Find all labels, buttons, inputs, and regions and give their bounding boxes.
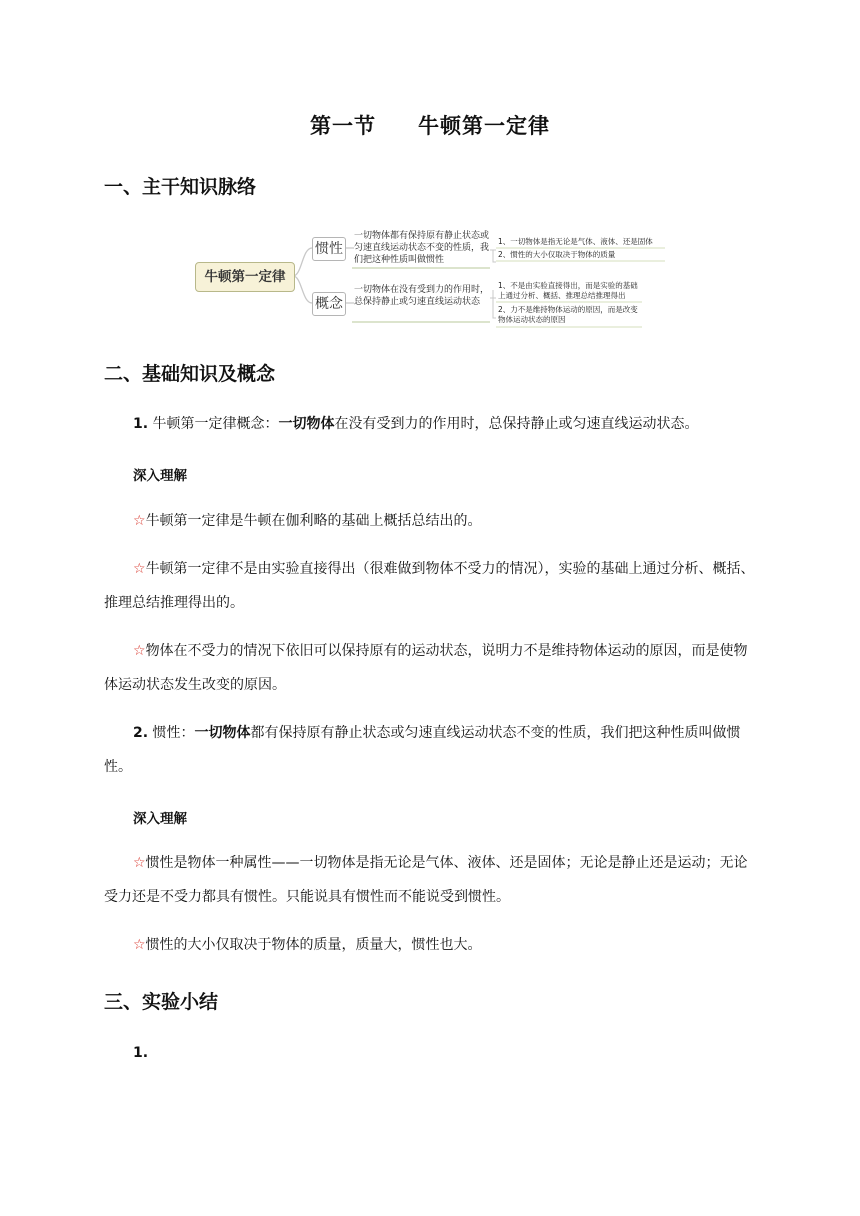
star-point-5: ☆惯性的大小仅取决于物体的质量，质量大，惯性也大。 bbox=[133, 937, 482, 953]
item1-paragraph bbox=[104, 407, 758, 441]
knowledge-mindmap bbox=[190, 226, 670, 330]
item2-paragraph bbox=[104, 716, 758, 784]
item1-bold: 一切物体 bbox=[278, 416, 335, 432]
section3-heading: 三、实验小结 bbox=[104, 991, 219, 1013]
mindmap-node-concept: 概念 bbox=[312, 292, 346, 316]
item1-number: 1. bbox=[133, 416, 149, 432]
star-point-3: ☆物体在不受力的情况下依旧可以保持原有的运动状态，说明力不是维持物体运动的原因，而是使物体运动状态发生改变的原因。 bbox=[104, 643, 748, 693]
item2-number: 2. bbox=[133, 725, 149, 741]
item1-rest: 在没有受到力的作用时，总保持静止或匀速直线运动状态。 bbox=[334, 416, 699, 432]
title-topic: 牛顿第一定律 bbox=[418, 114, 550, 138]
deep-understanding-1: 深入理解 bbox=[133, 468, 187, 484]
section2-heading: 二、基础知识及概念 bbox=[104, 363, 276, 385]
section1-heading: 一、主干知识脉络 bbox=[104, 176, 257, 198]
section3-item1: 1. bbox=[133, 1045, 149, 1061]
item2-bold: 一切物体 bbox=[194, 725, 251, 741]
star-icon: ☆ bbox=[133, 513, 146, 529]
mindmap-root: 牛顿第一定律 bbox=[195, 262, 295, 292]
mindmap-leaf-2-1: 1、不是由实验直接得出，而是实验的基础上通过分析、概括、推理总结推理得出 bbox=[498, 281, 638, 300]
star-point-4: ☆惯性是物体一种属性——一切物体是指无论是气体、液体、还是固体；无论是静止还是运动；无论受力还是不受力都具有惯性。只能说具有惯性而不能说受到惯性。 bbox=[104, 855, 748, 905]
mindmap-leaf-2-2: 2、力不是维持物体运动的原因，而是改变物体运动状态的原因 bbox=[498, 305, 638, 324]
mindmap-leaf-1-2: 2、惯性的大小仅取决于物体的质量 bbox=[498, 250, 616, 259]
mindmap-leaf-1-1: 1、一切物体是指无论是气体、液体、还是固体 bbox=[498, 237, 653, 246]
item1-prefix: 牛顿第一定律概念： bbox=[152, 416, 279, 432]
deep-understanding-2: 深入理解 bbox=[133, 811, 187, 827]
page-title bbox=[0, 110, 860, 140]
mindmap-concept-text: 一切物体在没有受到力的作用时，总保持静止或匀速直线运动状态 bbox=[354, 285, 490, 307]
star-icon: ☆ bbox=[133, 643, 146, 659]
title-section: 第一节 bbox=[310, 114, 376, 138]
star-point-2: ☆牛顿第一定律不是由实验直接得出（很难做到物体不受力的情况），实验的基础上通过分析、概括、推理总结推理得出的。 bbox=[104, 561, 755, 611]
star-icon: ☆ bbox=[133, 937, 146, 953]
mindmap-inertia-text: 一切物体都有保持原有静止状态或匀速直线运动状态不变的性质，我们把这种性质叫做惯性 bbox=[354, 231, 490, 265]
item2-prefix: 惯性： bbox=[152, 725, 195, 741]
star-icon: ☆ bbox=[133, 855, 146, 871]
star-point-1: ☆牛顿第一定律是牛顿在伽利略的基础上概括总结出的。 bbox=[133, 513, 482, 529]
star-icon: ☆ bbox=[133, 561, 146, 577]
mindmap-node-inertia: 惯性 bbox=[312, 237, 346, 261]
item2-rest: 都有保持原有静止状态或匀速直线运动状态不变的性质，我们把这种性质叫做惯性。 bbox=[104, 725, 741, 775]
